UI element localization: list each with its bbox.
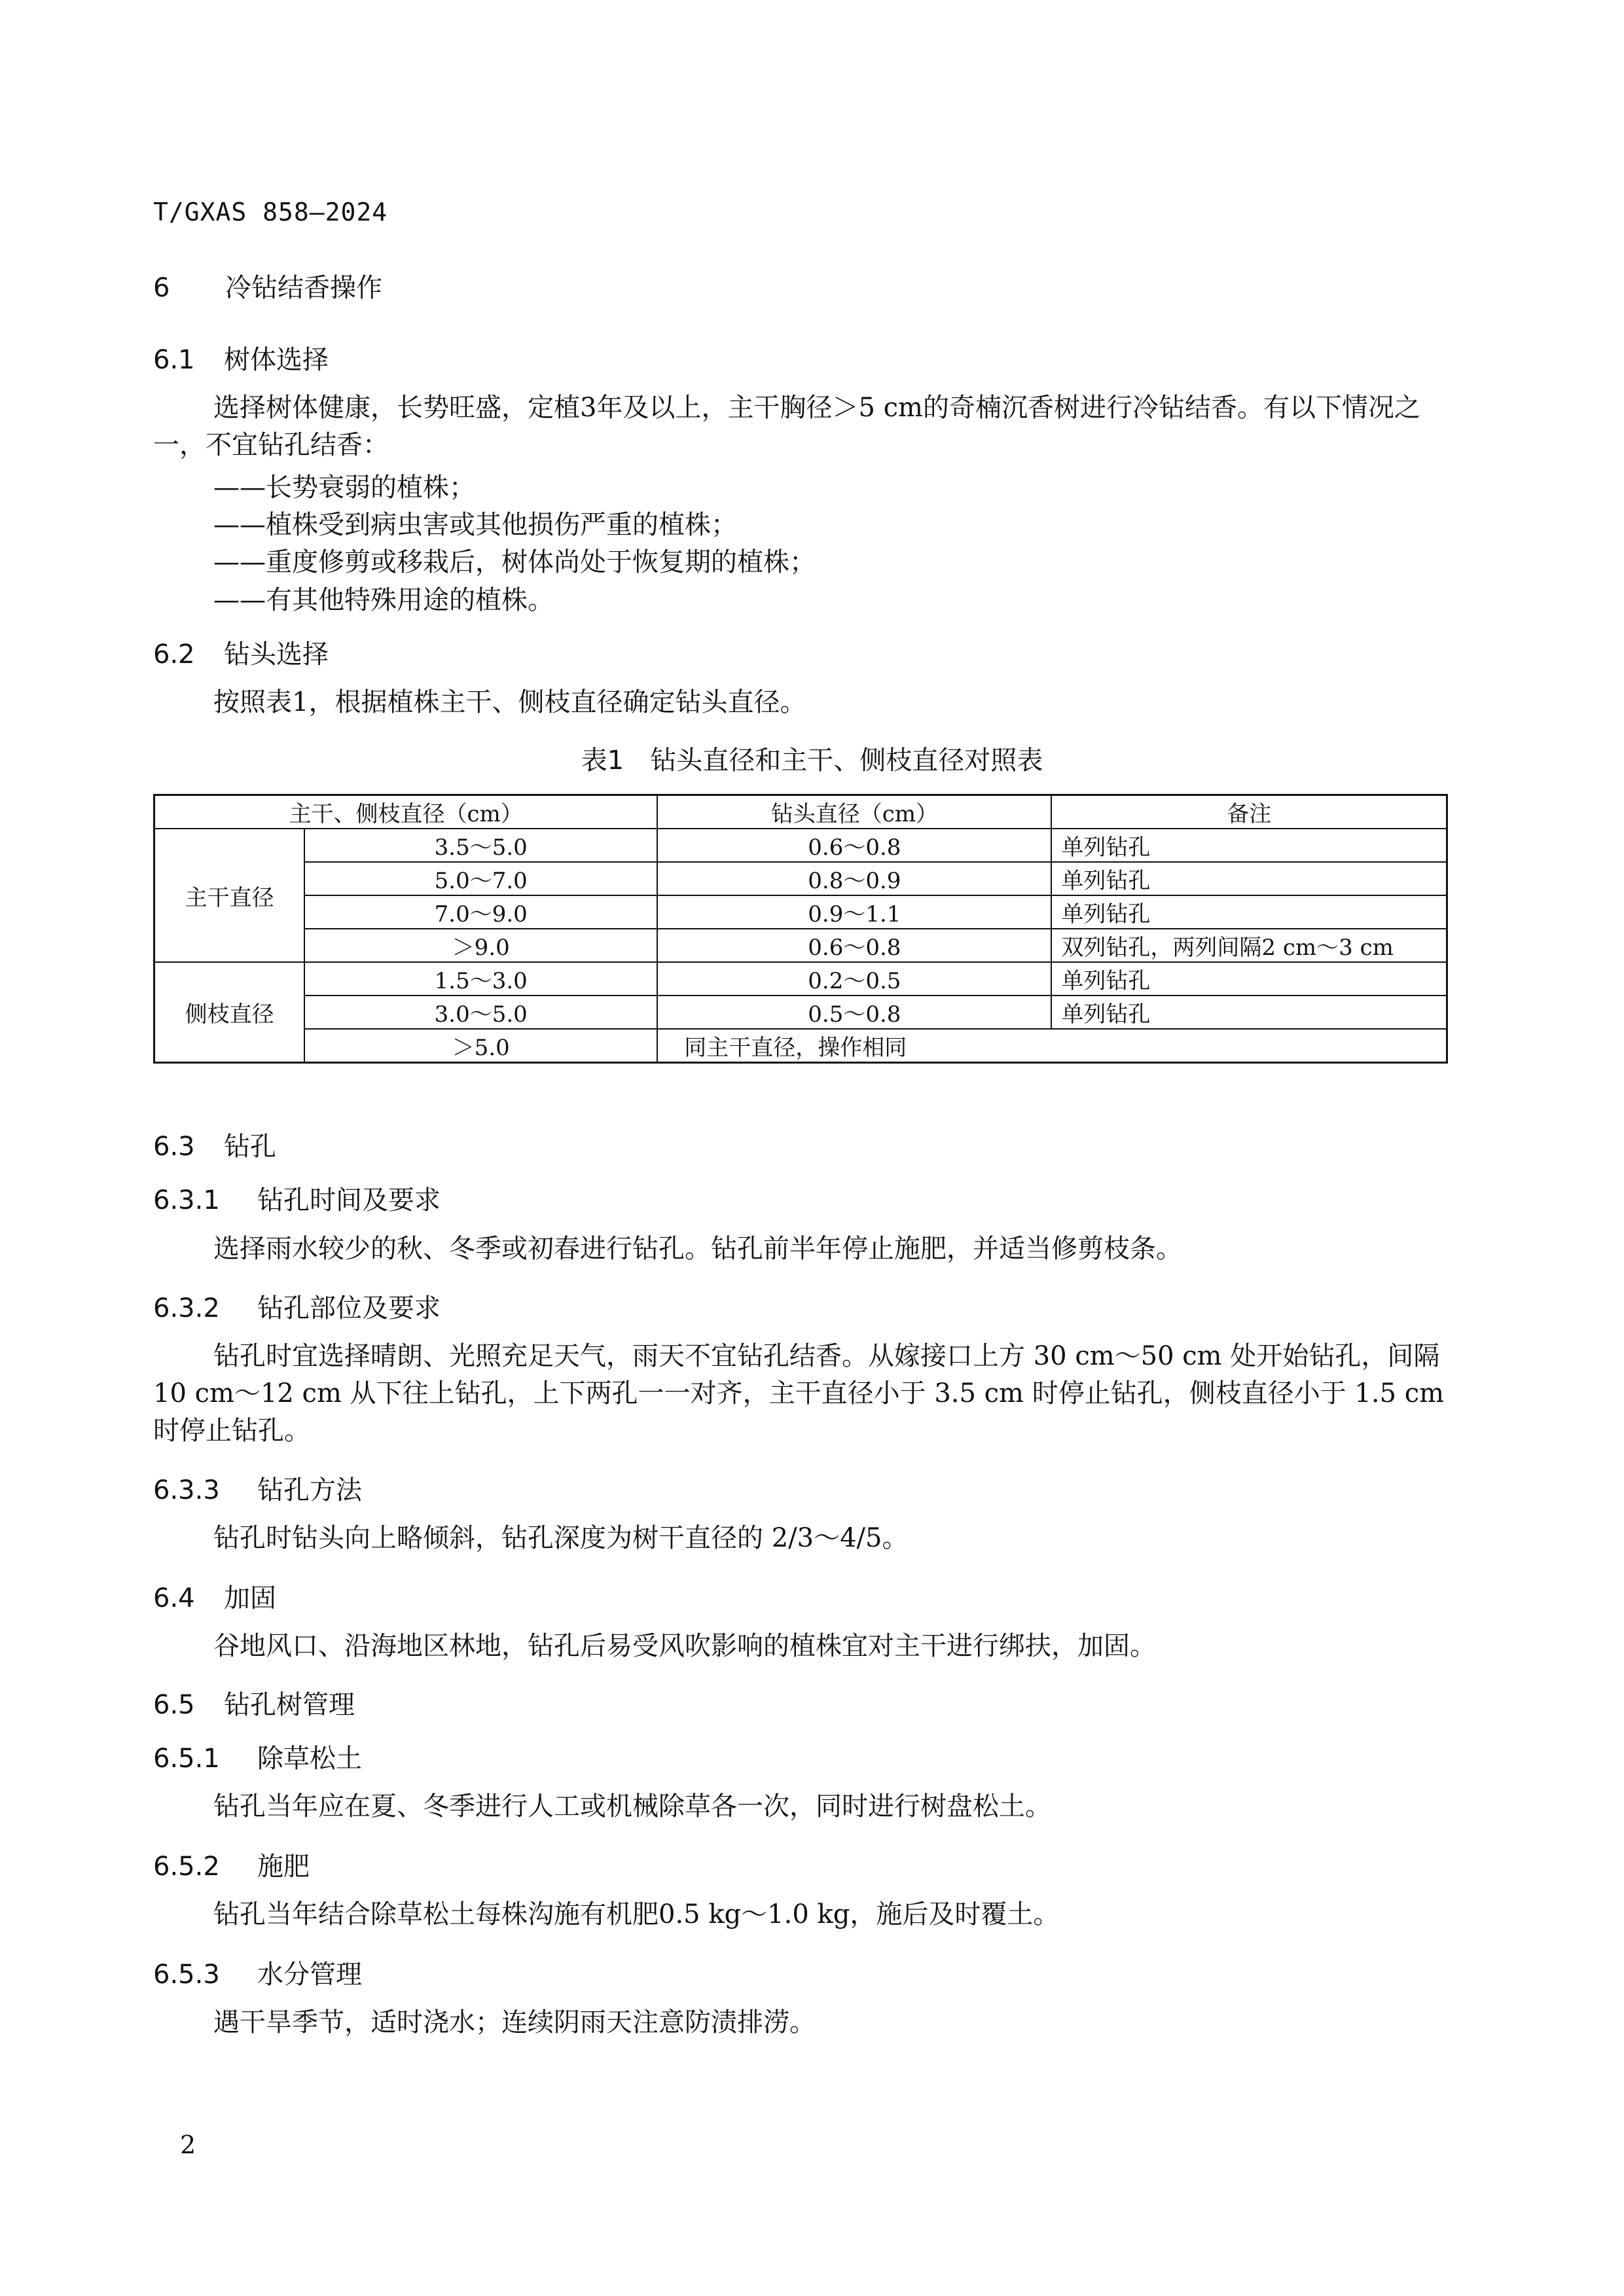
section-title: 钻孔方法: [257, 1475, 362, 1505]
table-caption: 表1 钻头直径和主干、侧枝直径对照表: [581, 745, 1043, 776]
section-number: 6.1: [153, 345, 195, 375]
section-title: 树体选择: [224, 345, 329, 375]
section-number: 6.3.3: [153, 1475, 220, 1505]
section-number: 6: [153, 273, 170, 303]
section-number: 6.4: [153, 1583, 195, 1613]
table-row: [154, 996, 1447, 1029]
section-title: 钻孔时间及要求: [257, 1185, 441, 1215]
list-item: ——长势衰弱的植株；: [213, 473, 475, 503]
table-row: [154, 829, 1447, 862]
section-6-5-3-heading: [153, 1954, 362, 1991]
drill-cell: 0.2～0.5: [657, 962, 1051, 996]
section-number: 6.3.1: [153, 1185, 220, 1215]
section-title: 水分管理: [257, 1960, 362, 1990]
section-6-heading: [153, 267, 382, 304]
table-header-cell: 备注: [1051, 795, 1447, 829]
section-title: 钻孔: [224, 1132, 276, 1162]
section-6-5-2-paragraph: 钻孔当年结合除草松土每株沟施有机肥0.5 kg～1.0 kg，施后及时覆土。: [213, 1899, 1060, 1929]
section-number: 6.5.2: [153, 1852, 220, 1882]
section-6-3-2-paragraph: 钻孔时宜选择晴朗、光照充足天气，雨天不宜钻孔结香。从嫁接口上方 30 cm～50 cm 处开始钻孔，间隔 10 cm～12 cm 从下往上钻孔，上下两孔一一对齐，主干直径小于 3.5 cm 时停止钻孔，侧枝直径小于 1.5 cm 时停止钻孔。: [153, 1341, 1445, 1446]
section-number: 6.5.3: [153, 1960, 220, 1990]
range-cell: 3.0～5.0: [304, 996, 657, 1029]
section-title: 冷钻结香操作: [225, 273, 382, 303]
section-6-3-3-paragraph: 钻孔时钻头向上略倾斜，钻孔深度为树干直径的 2/3～4/5。: [213, 1523, 909, 1553]
section-6-5-1-paragraph: 钻孔当年应在夏、冬季进行人工或机械除草各一次，同时进行树盘松土。: [213, 1791, 1051, 1821]
range-cell: 1.5～3.0: [304, 962, 657, 996]
drill-cell: 0.9～1.1: [657, 895, 1051, 929]
list-item: ——重度修剪或移栽后，树体尚处于恢复期的植株；: [213, 547, 816, 577]
list-item: ——植株受到病虫害或其他损伤严重的植株；: [213, 510, 737, 540]
range-cell: ＞9.0: [304, 929, 657, 962]
table-header-cell: 钻头直径（cm）: [657, 795, 1051, 829]
drill-cell: 0.6～0.8: [657, 929, 1051, 962]
section-6-4-paragraph: 谷地风口、沿海地区林地，钻孔后易受风吹影响的植株宜对主干进行绑扶，加固。: [213, 1631, 1156, 1661]
page-number: 2: [180, 2130, 196, 2159]
section-6-4-heading: [153, 1577, 276, 1615]
merged-note-cell: 同主干直径，操作相同: [657, 1029, 1447, 1063]
section-6-3-1-heading: [153, 1179, 441, 1217]
document-header: T/GXAS 858—2024: [153, 198, 388, 226]
range-cell: 7.0～9.0: [304, 895, 657, 929]
list-item: ——有其他特殊用途的植株。: [213, 585, 554, 615]
section-6-3-3-heading: [153, 1469, 362, 1507]
group-label-main: 主干直径: [154, 829, 305, 962]
section-6-3-heading: [153, 1126, 276, 1163]
section-number: 6.3: [153, 1132, 195, 1162]
section-6-5-3-paragraph: 遇干旱季节，适时浇水；连续阴雨天注意防渍排涝。: [213, 2007, 816, 2037]
section-6-5-2-heading: [153, 1846, 310, 1883]
section-6-1-paragraph: 选择树体健康，长势旺盛，定植3年及以上，主干胸径＞5 cm的奇楠沉香树进行冷钻结香。有以下情况之一，不宜钻孔结香：: [153, 393, 1420, 460]
section-number: 6.5.1: [153, 1744, 220, 1774]
range-cell: 5.0～7.0: [304, 862, 657, 895]
table-row: [154, 862, 1447, 895]
section-6-5-1-heading: [153, 1738, 362, 1775]
table-row: [154, 1029, 1447, 1063]
section-title: 除草松土: [257, 1744, 362, 1774]
table-header-row: [154, 795, 1447, 829]
section-6-2-paragraph: 按照表1，根据植株主干、侧枝直径确定钻头直径。: [213, 687, 806, 717]
section-6-2-heading: [153, 634, 329, 671]
group-label-side: 侧枝直径: [154, 962, 305, 1063]
note-cell: 单列钻孔: [1051, 862, 1447, 895]
note-cell: 单列钻孔: [1051, 996, 1447, 1029]
section-title: 钻头选择: [224, 639, 329, 670]
drill-diameter-table: [153, 794, 1448, 1064]
note-cell: 单列钻孔: [1051, 962, 1447, 996]
range-cell: ＞5.0: [304, 1029, 657, 1063]
section-title: 加固: [224, 1583, 276, 1613]
section-6-1-heading: [153, 339, 329, 376]
note-cell: 单列钻孔: [1051, 829, 1447, 862]
section-6-5-heading: [153, 1684, 355, 1721]
range-cell: 3.5～5.0: [304, 829, 657, 862]
section-number: 6.3.2: [153, 1293, 220, 1323]
section-6-3-1-paragraph: 选择雨水较少的秋、冬季或初春进行钻孔。钻孔前半年停止施肥，并适当修剪枝条。: [213, 1234, 1182, 1264]
section-number: 6.2: [153, 639, 195, 670]
drill-cell: 0.5～0.8: [657, 996, 1051, 1029]
drill-cell: 0.6～0.8: [657, 829, 1051, 862]
section-6-3-2-heading: [153, 1287, 441, 1325]
section-title: 钻孔部位及要求: [257, 1293, 441, 1323]
table-row: [154, 895, 1447, 929]
table-row: [154, 962, 1447, 996]
section-title: 钻孔树管理: [224, 1690, 355, 1720]
drill-cell: 0.8～0.9: [657, 862, 1051, 895]
note-cell: 单列钻孔: [1051, 895, 1447, 929]
section-title: 施肥: [257, 1852, 310, 1882]
note-cell: 双列钻孔，两列间隔2 cm～3 cm: [1051, 929, 1447, 962]
section-number: 6.5: [153, 1690, 195, 1720]
table-header-cell: 主干、侧枝直径（cm）: [154, 795, 658, 829]
table-row: [154, 929, 1447, 962]
